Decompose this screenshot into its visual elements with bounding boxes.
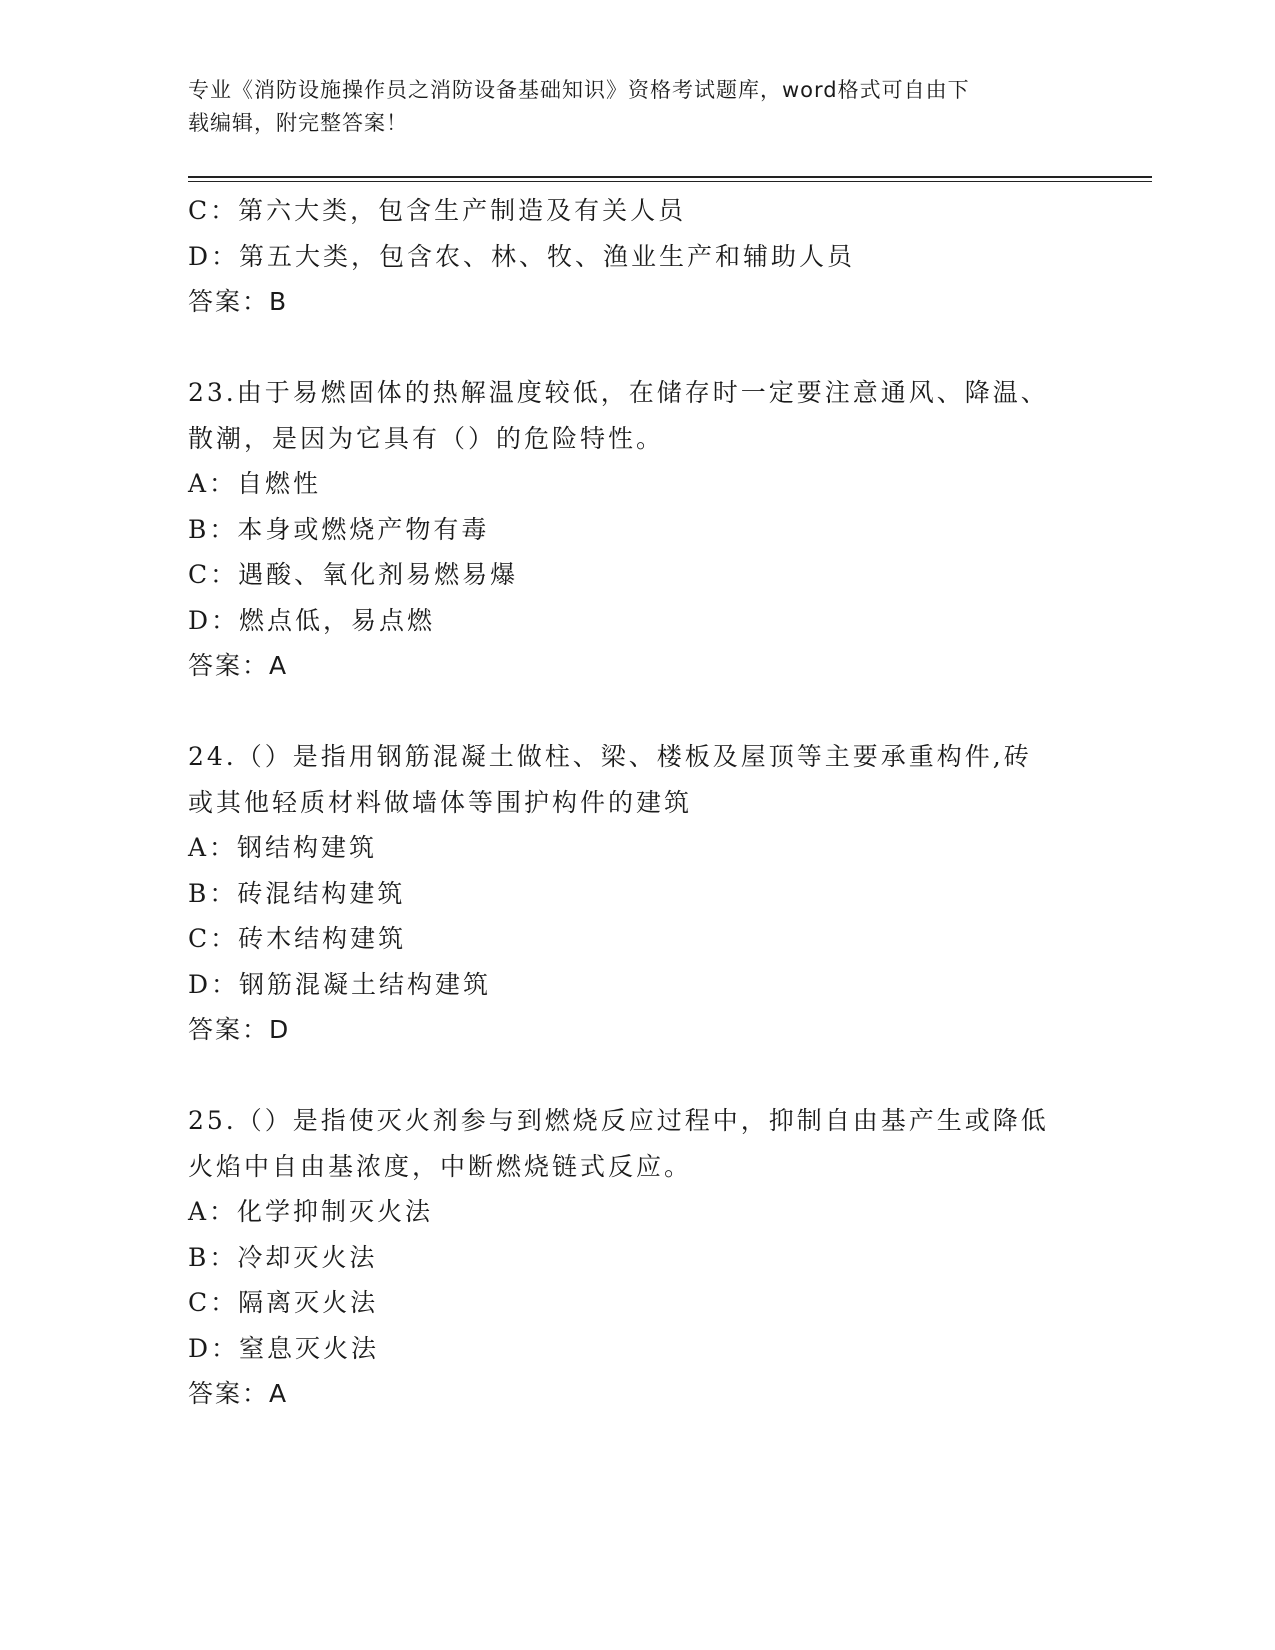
option-a: A：化学抑制灭火法 bbox=[188, 1197, 434, 1226]
answer: 答案：A bbox=[188, 1379, 289, 1408]
option-a: A：钢结构建筑 bbox=[188, 833, 378, 862]
option-c: C：砖木结构建筑 bbox=[188, 924, 407, 953]
option-b: B：冷却灭火法 bbox=[188, 1242, 378, 1272]
option-d: D：窒息灭火法 bbox=[188, 1333, 380, 1363]
option-b: B：本身或燃烧产物有毒 bbox=[188, 514, 490, 544]
header-line-1: 专业《消防设施操作员之消防设备基础知识》资格考试题库，word格式可自由下 bbox=[188, 78, 970, 102]
partial-question-22 bbox=[188, 188, 1088, 325]
page-header bbox=[188, 74, 1068, 140]
answer: 答案：D bbox=[188, 1015, 291, 1044]
option-d: D：燃点低，易点燃 bbox=[188, 605, 436, 635]
question-25 bbox=[188, 1098, 1088, 1417]
question-stem-line-1: 24.（）是指用钢筋混凝土做柱、梁、楼板及屋顶等主要承重构件,砖 bbox=[188, 742, 1032, 771]
spacer bbox=[188, 325, 1088, 371]
question-stem-line-1: 23.由于易燃固体的热解温度较低，在储存时一定要注意通风、降温、 bbox=[188, 378, 1049, 407]
question-stem-line-2: 散潮，是因为它具有（）的危险特性。 bbox=[188, 423, 665, 453]
question-stem-line-2: 火焰中自由基浓度，中断燃烧链式反应。 bbox=[188, 1151, 693, 1181]
option-c: C：第六大类，包含生产制造及有关人员 bbox=[188, 196, 687, 225]
option-b: B：砖混结构建筑 bbox=[188, 878, 406, 908]
question-stem-line-2: 或其他轻质材料做墙体等围护构件的建筑 bbox=[188, 787, 693, 817]
spacer bbox=[188, 1053, 1088, 1099]
header-divider-thick bbox=[188, 176, 1152, 178]
question-23 bbox=[188, 370, 1088, 689]
spacer bbox=[188, 689, 1088, 735]
answer: 答案：B bbox=[188, 287, 289, 316]
option-a: A：自燃性 bbox=[188, 469, 322, 498]
question-stem-line-1: 25.（）是指使灭火剂参与到燃烧反应过程中，抑制自由基产生或降低 bbox=[188, 1106, 1049, 1135]
question-list bbox=[188, 188, 1088, 1417]
header-line-2: 载编辑，附完整答案！ bbox=[188, 111, 408, 135]
answer: 答案：A bbox=[188, 651, 289, 680]
header-divider-thin bbox=[188, 181, 1152, 182]
option-d: D：钢筋混凝土结构建筑 bbox=[188, 969, 492, 999]
question-24 bbox=[188, 734, 1088, 1053]
option-c: C：遇酸、氧化剂易燃易爆 bbox=[188, 560, 519, 589]
option-c: C：隔离灭火法 bbox=[188, 1288, 379, 1317]
option-d: D：第五大类，包含农、林、牧、渔业生产和辅助人员 bbox=[188, 241, 856, 271]
